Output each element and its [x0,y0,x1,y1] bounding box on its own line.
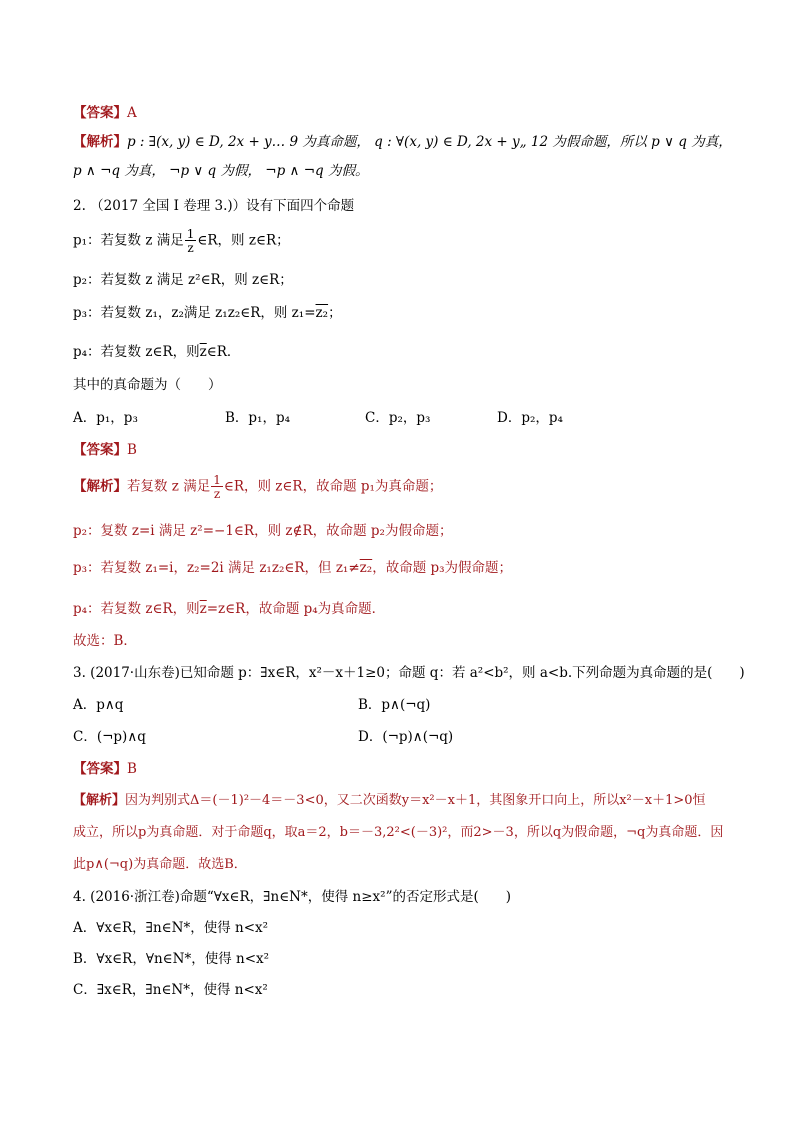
q4-option-c: C．∃x∈R，∃n∈N*，使得 n<x² [73,982,268,998]
q2-option-a: A．p₁，p₃ [73,410,138,426]
q2-option-b: B．p₁，p₄ [225,410,291,426]
q2-analysis-p4: p₄：若复数 z∈R，则$\overline{z}=z\in R$，故命题 p₄为真命题． [73,601,386,617]
q3-analysis-line1: 【解析】因为判别式Δ＝(－1)²－4＝－3<0，又二次函数y＝x²－x＋1，其图象开口向上，所以x²－x＋1>0恒 [73,793,706,808]
q1-analysis-line1: 【解析】p : ∃(x, y) ∈ D, 2x + y… 9 为真命题， q : ∀(x, y) ∈ D, 2x + y„ 12 为假命题，所以 p ∨ q 为真， [73,134,732,150]
q2-question: 其中的真命题为（ ） [73,377,222,393]
q4-option-a: A．∀x∈R，∃n∈N*，使得 n<x² [73,920,269,936]
q4-stem: 4. (2016·浙江卷)命题“∀x∈R，∃n∈N*，使得 n≥x²”的否定形式是( ) [73,889,512,905]
q2-stem: 2. （2017 全国 I 卷理 3.)）设有下面四个命题 [73,198,355,214]
q1-analysis-line2: p ∧ ¬q 为真， ¬p ∨ q 为假， ¬p ∧ ¬q 为假。 [73,163,369,179]
q2-proposition-p3: p₃：若复数 z₁，z₂满足 z₁z₂∈R，则 z₁=z₂； [73,305,342,321]
q2-answer: 【答案】B [73,442,137,458]
q3-answer: 【答案】B [73,761,137,777]
q3-analysis-line2: 成立，所以p为真命题．对于命题q，取a＝2，b＝－3,2²<(－3)²，而2>－3，所以q为假命题，¬q为真命题．因 [73,825,724,840]
q1-answer: 【答案】A [73,105,137,121]
q2-analysis-p3: p₃：若复数 z₁=i，z₂=2i 满足 z₁z₂∈R，但 z₁≠z₂，故命题 p₃为假命题； [73,560,513,576]
q3-option-b: B．p∧(¬q) [358,697,431,713]
q2-proposition-p4: p₄：若复数 z∈R，则$\overline{z}\in R$． [73,344,241,360]
q2-analysis-p2: p₂：复数 z=i 满足 z²=−1∈R，则 z∉R，故命题 p₂为假命题； [73,523,453,539]
q2-choose: 故选：B． [73,633,137,649]
q3-option-d: D．(¬p)∧(¬q) [358,729,454,745]
q3-analysis-line3: 此p∧(¬q)为真命题．故选B． [73,857,247,872]
q2-option-d: D．p₂，p₄ [497,410,563,426]
q3-option-c: C．(¬p)∧q [73,729,146,745]
q4-option-b: B．∀x∈R，∀n∈N*，使得 n<x² [73,951,270,967]
q3-option-a: A．p∧q [73,697,124,713]
q3-stem: 3. (2017·山东卷)已知命题 p：∃x∈R，x²－x＋1≥0；命题 q：若 a²<b²，则 a<b.下列命题为真命题的是( ) [73,665,745,681]
q2-analysis-p1: 【解析】若复数 z 满足 $\frac{1}{z}$ ∈R，则 z∈R，故命题 p₁为真命题； [73,473,443,501]
fraction: $\frac{1}{z}$ [186,227,195,255]
q2-proposition-p2: p₂：若复数 z 满足 z²∈R，则 z∈R； [73,272,293,288]
q2-proposition-p1: p₁：若复数 z 满足 $\frac{1}{z}$ ∈R，则 z∈R； [73,227,290,255]
q2-option-c: C．p₂，p₃ [365,410,431,426]
fraction: $\frac{1}{z}$ [213,473,221,501]
